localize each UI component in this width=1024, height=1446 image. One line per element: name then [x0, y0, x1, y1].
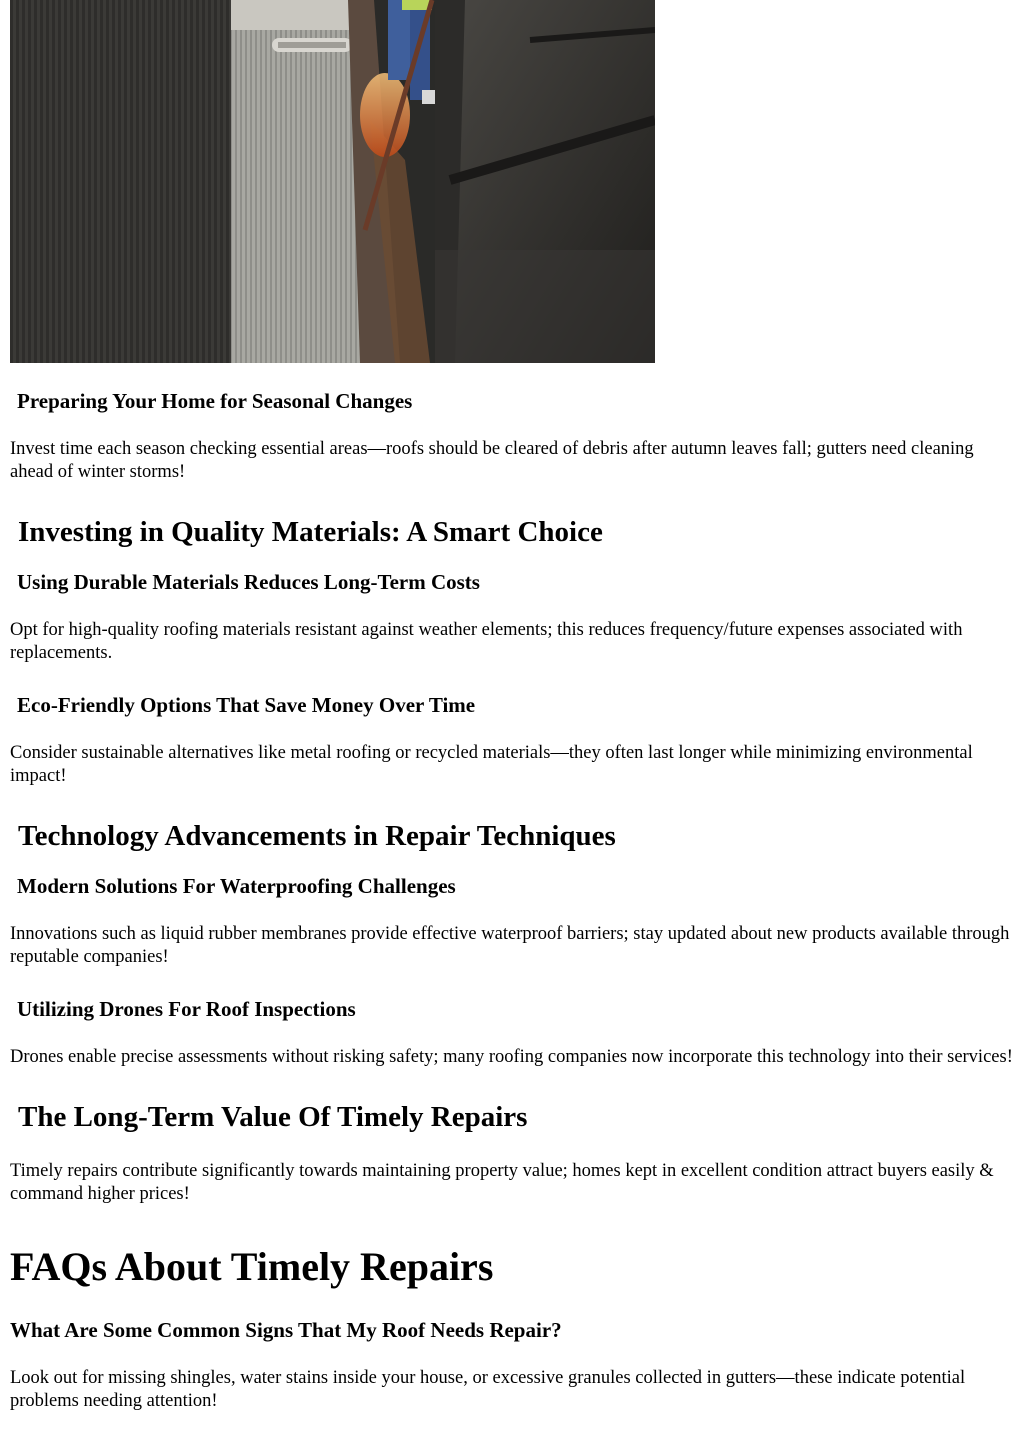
- eco-heading: Eco-Friendly Options That Save Money Over Time: [17, 693, 476, 717]
- technology-heading: Technology Advancements in Repair Techniques: [18, 820, 616, 852]
- waterproof-heading: Modern Solutions For Waterproofing Challenges: [17, 874, 456, 898]
- quality-heading: Investing in Quality Materials: A Smart Choice: [18, 516, 603, 548]
- hero-image: [10, 0, 655, 363]
- value-text: Timely repairs contribute significantly towards maintaining property value; homes kept in excellent condition attract buyers easily & command higher prices!: [10, 1161, 994, 1204]
- waterproof-text: Innovations such as liquid rubber membranes provide effective waterproof barriers; stay updated about new products available through reputable companies!: [10, 924, 1010, 967]
- eco-text: Consider sustainable alternatives like metal roofing or recycled materials—they often last longer while minimizing environmental impact!: [10, 743, 973, 786]
- durable-heading: Using Durable Materials Reduces Long-Term Costs: [17, 570, 480, 594]
- seasonal-text: Invest time each season checking essential areas—roofs should be cleared of debris after autumn leaves fall; gutters need cleaning ahead of winter storms!: [10, 439, 974, 482]
- durable-text: Opt for high-quality roofing materials resistant against weather elements; this reduces frequency/future expenses associated with replacements.: [10, 620, 963, 663]
- drones-text: Drones enable precise assessments without risking safety; many roofing companies now incorporate this technology into their services!: [10, 1047, 1013, 1067]
- drones-heading: Utilizing Drones For Roof Inspections: [17, 997, 356, 1021]
- value-heading: The Long-Term Value Of Timely Repairs: [18, 1101, 528, 1133]
- seasonal-heading: Preparing Your Home for Seasonal Changes: [17, 389, 413, 413]
- faq-heading: FAQs About Timely Repairs: [10, 1244, 494, 1289]
- roof-photo-icon: [10, 0, 655, 363]
- faq-answer: Look out for missing shingles, water stains inside your house, or excessive granules collected in gutters—these indicate potential problems needing attention!: [10, 1368, 966, 1411]
- faq-question: What Are Some Common Signs That My Roof Needs Repair?: [10, 1318, 562, 1342]
